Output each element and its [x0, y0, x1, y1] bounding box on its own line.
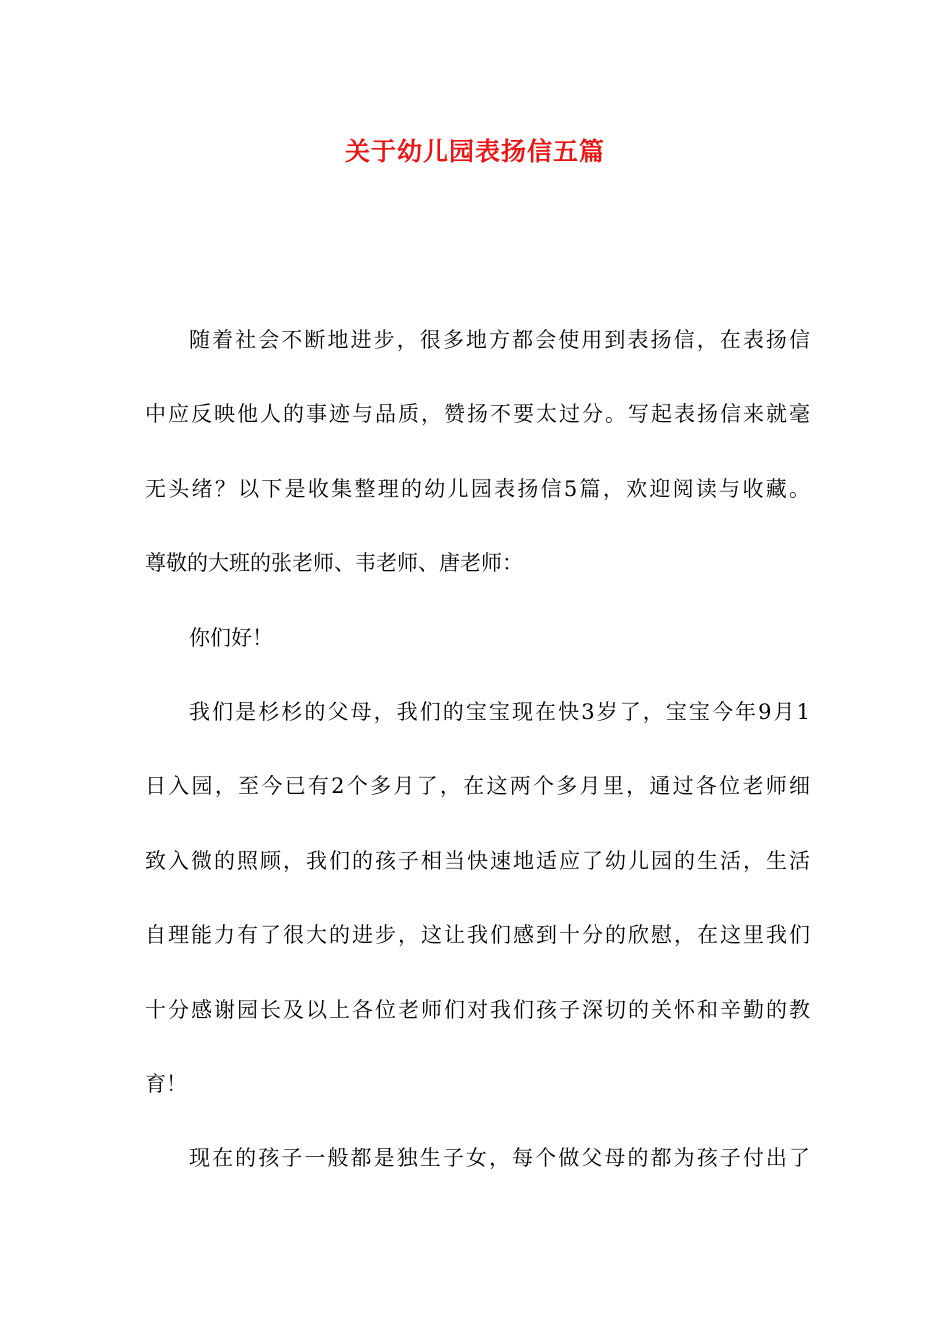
- text-line: 随着社会不断地进步，很多地方都会使用到表扬信，在表扬信: [189, 328, 810, 352]
- text-line: 致入微的照顾，我们的孩子相当快速地适应了幼儿园的生活，生活: [145, 848, 810, 873]
- document-body: [145, 320, 810, 1213]
- text-line: 自理能力有了很大的进步，这让我们感到十分的欣慰，在这里我们: [145, 923, 810, 948]
- text-line: 十分感谢园长及以上各位老师们对我们孩子深切的关怀和辛勤的教: [145, 997, 810, 1022]
- text-line: 无头绪？以下是收集整理的幼儿园表扬信5篇，欢迎阅读与收藏。: [145, 476, 810, 501]
- text-line: 我们是杉杉的父母，我们的宝宝现在快3岁了，宝宝今年9月1: [189, 699, 810, 724]
- text-line: 中应反映他人的事迹与品质，赞扬不要太过分。写起表扬信来就毫: [145, 402, 810, 427]
- document-title: 关于幼儿园表扬信五篇: [344, 137, 605, 166]
- salutation-line: 尊敬的大班的张老师、韦老师、唐老师：: [145, 551, 523, 576]
- text-line: 日入园，至今已有2个多月了，在这两个多月里，通过各位老师细: [145, 774, 810, 799]
- text-line: 现在的孩子一般都是独生子女，每个做父母的都为孩子付出了: [189, 1146, 810, 1171]
- text-line: 育！: [145, 1071, 187, 1096]
- greeting-line: 你们好！: [189, 625, 273, 650]
